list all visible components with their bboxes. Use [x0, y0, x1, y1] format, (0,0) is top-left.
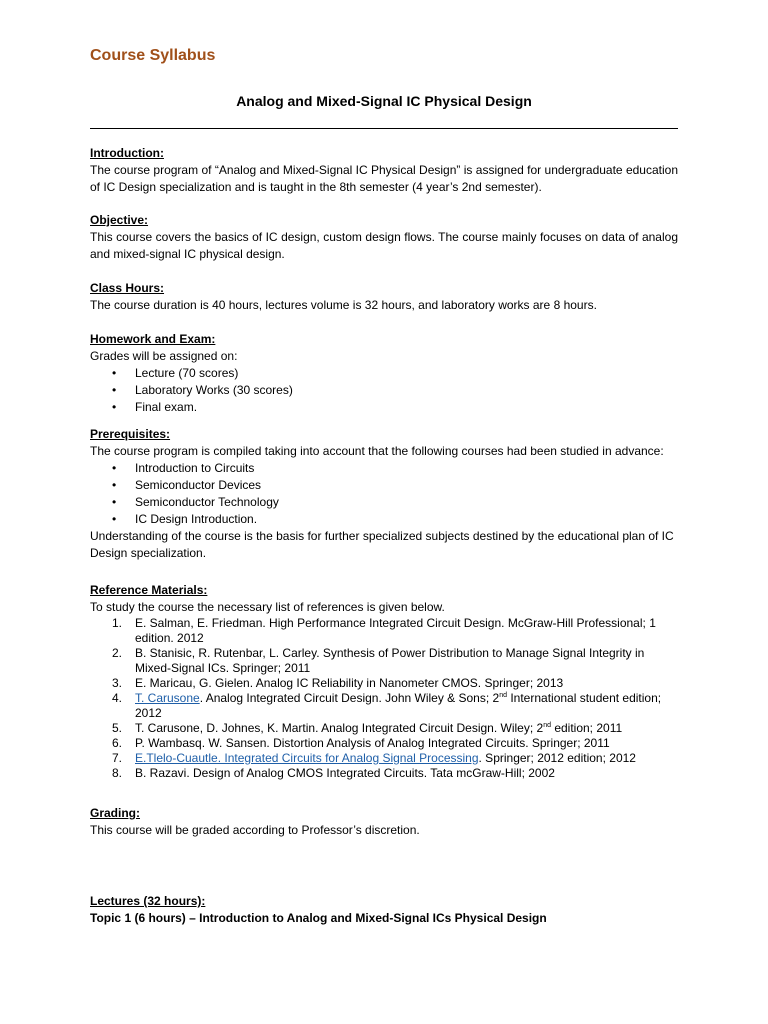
references-list	[90, 616, 678, 781]
reference-item	[90, 676, 678, 691]
reference-text: edition; 2011	[550, 721, 623, 735]
introduction-section	[90, 145, 678, 196]
class-hours-text: The course duration is 40 hours, lectures volume is 32 hours, and laboratory works are 8 hours.	[90, 298, 597, 312]
reference-number: 5.	[112, 721, 123, 735]
objective-section	[90, 212, 678, 263]
grading-section	[90, 805, 678, 839]
references-section	[90, 582, 678, 781]
introduction-heading: Introduction:	[90, 146, 164, 160]
introduction-text: The course program of “Analog and Mixed-Signal IC Physical Design” is assigned for undergraduate education of IC Design specialization and is taught in the 8th semester (4 year’s 2nd semester).	[90, 163, 678, 194]
list-item: • Final exam.	[90, 399, 678, 416]
grading-text: This course will be graded according to Professor’s discretion.	[90, 823, 420, 837]
reference-text: . Analog Integrated Circuit Design. John Wiley & Sons; 2	[199, 691, 500, 705]
reference-number: 8.	[112, 766, 123, 780]
reference-text: International student edition; 2012	[135, 691, 662, 720]
reference-text: E. Maricau, G. Gielen. Analog IC Reliability in Nanometer CMOS. Springer; 2013	[135, 676, 564, 690]
reference-superscript: nd	[543, 722, 551, 729]
prerequisites-list	[90, 460, 678, 528]
lectures-section	[90, 893, 678, 927]
prerequisites-intro: The course program is compiled taking into account that the following courses had been studied in advance:	[90, 444, 664, 458]
reference-item	[90, 751, 678, 766]
prerequisites-outro: Understanding of the course is the basis for further specialized subjects destined by the educational plan of IC Design specialization.	[90, 529, 674, 560]
reference-item	[90, 766, 678, 781]
topic-1-heading: Topic 1 (6 hours) – Introduction to Analog and Mixed-Signal ICs Physical Design	[90, 911, 547, 925]
reference-text: E. Salman, E. Friedman. High Performance Integrated Circuit Design. McGraw-Hill Professional; 1 edition. 2012	[135, 616, 656, 645]
class-hours-heading: Class Hours:	[90, 281, 165, 295]
references-intro: To study the course the necessary list of references is given below.	[90, 600, 445, 614]
homework-section	[90, 331, 678, 416]
reference-item	[90, 616, 678, 646]
reference-item	[90, 691, 678, 721]
objective-heading: Objective:	[90, 213, 149, 227]
list-item: • IC Design Introduction.	[90, 511, 678, 528]
reference-text: . Springer; 2012 edition; 2012	[478, 751, 636, 765]
lectures-heading: Lectures (32 hours):	[90, 894, 206, 908]
prerequisites-section	[90, 426, 678, 562]
homework-heading: Homework and Exam:	[90, 332, 216, 346]
list-item: • Semiconductor Technology	[90, 494, 678, 511]
prerequisites-heading: Prerequisites:	[90, 427, 171, 441]
reference-number: 3.	[112, 676, 123, 690]
class-hours-section	[90, 280, 678, 314]
reference-text: T. Carusone, D. Johnes, K. Martin. Analog Integrated Circuit Design. Wiley; 2	[135, 721, 544, 735]
reference-item	[90, 721, 678, 736]
reference-number: 4.	[112, 691, 123, 705]
reference-item	[90, 736, 678, 751]
objective-text: This course covers the basics of IC design, custom design flows. The course mainly focuses on data of analog and mixed-signal IC physical design.	[90, 230, 678, 261]
reference-number: 2.	[112, 646, 123, 660]
reference-text: B. Stanisic, R. Rutenbar, L. Carley. Synthesis of Power Distribution to Manage Signal Integrity in Mixed-Signal ICs. Springer; 2011	[135, 646, 645, 675]
reference-superscript: nd	[499, 692, 507, 699]
list-item: • Lecture (70 scores)	[90, 365, 678, 382]
reference-item	[90, 646, 678, 676]
reference-link-carusone[interactable]: T. Carusone	[135, 691, 200, 705]
list-item: • Semiconductor Devices	[90, 477, 678, 494]
grading-heading: Grading:	[90, 806, 140, 820]
homework-list	[90, 365, 678, 416]
reference-link-tlelo-cuautle[interactable]: E.Tlelo-Cuautle. Integrated Circuits for Analog Signal Processing	[135, 751, 479, 765]
course-name-heading: Analog and Mixed-Signal IC Physical Design	[236, 93, 532, 109]
reference-number: 6.	[112, 736, 123, 750]
reference-number: 1.	[112, 616, 123, 630]
homework-intro: Grades will be assigned on:	[90, 349, 238, 363]
references-heading: Reference Materials:	[90, 583, 208, 597]
list-item: • Laboratory Works (30 scores)	[90, 382, 678, 399]
reference-text: B. Razavi. Design of Analog CMOS Integrated Circuits. Tata mcGraw-Hill; 2002	[135, 766, 555, 780]
list-item: • Introduction to Circuits	[90, 460, 678, 477]
reference-number: 7.	[112, 751, 123, 765]
reference-text: P. Wambasq. W. Sansen. Distortion Analysis of Analog Integrated Circuits. Springer; 2011	[135, 736, 610, 750]
horizontal-rule	[90, 128, 678, 129]
document-title: Course Syllabus	[90, 47, 216, 64]
